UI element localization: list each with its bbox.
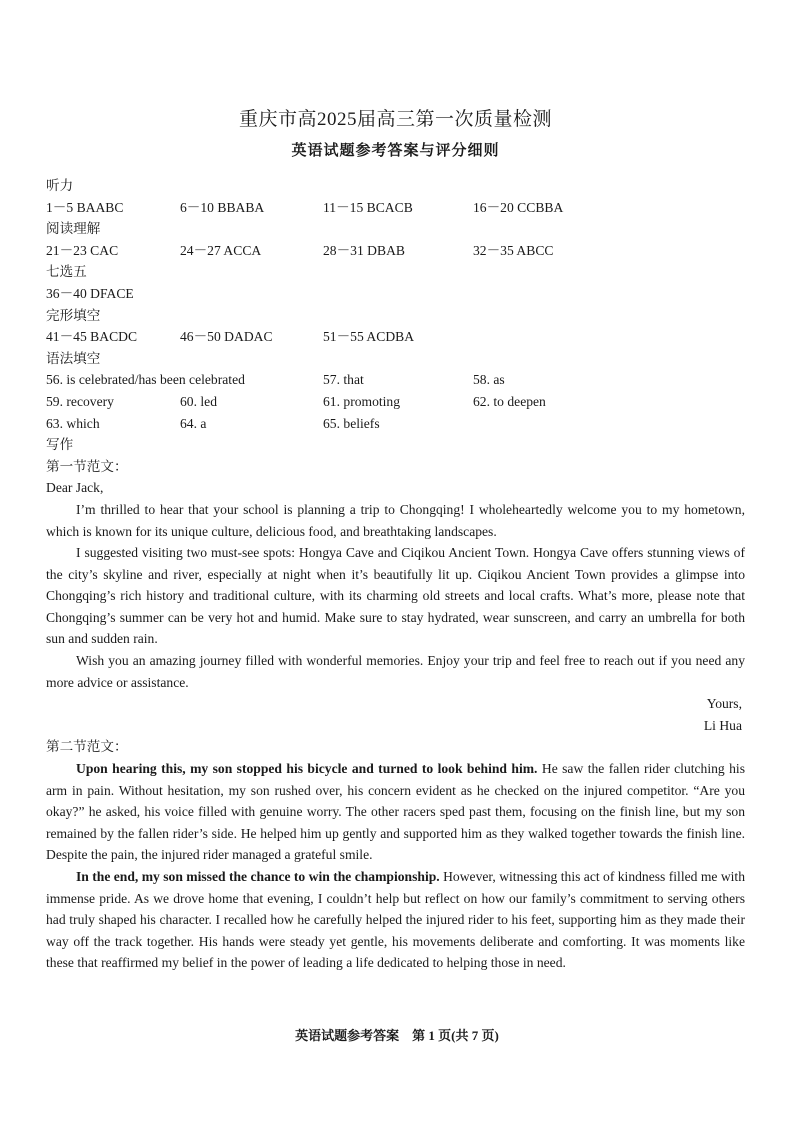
section-heading-reading: 阅读理解 [46,221,101,237]
answer-row-grammar [46,369,745,391]
section-heading-listening: 听力 [46,178,74,193]
answer-item: 57. that [323,372,364,388]
paragraph-lead-sentence: In the end, my son missed the chance to win the championship. [76,869,440,884]
answer-group: 21－23 CAC [46,242,119,258]
answer-group: 46－50 DADAC [180,329,273,345]
answer-item: 60. led [180,393,217,409]
answer-row-grammar [46,413,745,435]
answer-group: 36－40 DFACE [46,285,134,301]
answer-item: 58. as [473,372,505,388]
answer-item: 56. is celebrated/has been celebrated [46,372,245,388]
answer-group: 24－27 ACCA [180,242,262,258]
answer-item: 62. to deepen [473,393,546,409]
answer-group: 32－35 ABCC [473,242,554,258]
page-subtitle: 英语试题参考答案与评分细则 [291,143,500,159]
answer-row-seven-choose-five [46,283,745,305]
section-heading-writing: 写作 [46,437,74,453]
letter-paragraph: I suggested visiting two must-see spots: Hongya Cave and Ciqikou Ancient Town. Hongya Cave offers stunning views of the city’s skyline and river, especially at night when it’s beautifully lit up. Ciqikou Ancient Town provides a glimpse into Chongqing’s rich history and traditional culture, with its charming old streets and local crafts. What’s more, please note that Chongqing’s summer can be very hot and humid. Make sure to stay hydrated, wear sunscreen, and carry an umbrella for both sun and sudden rain. [46,545,745,647]
page-footer: 英语试题参考答案 第 1 页(共 7 页) [295,1028,499,1043]
answer-row-reading [46,240,745,262]
paragraph-body: However, witnessing this act of kindness filled me with immense pride. As we drove home that evening, I couldn’t help but reflect on how our family’s commitment to serving others had truly shaped his character. I recalled how he carefully helped the injured rider to his feet, supporting him as they made their way off the track together. His hands were steady yet gentle, his movements deliberate and comforting. It was moments like these that reaffirmed my belief in the power of leading a life dedicated to helping those in need. [46,869,746,971]
continuation-paragraph [46,758,745,866]
section-heading-seven-choose-five: 七选五 [46,264,87,280]
answer-content [46,175,745,974]
answer-group: 41－45 BACDC [46,329,138,345]
letter-signature: Li Hua [703,717,742,733]
answer-group: 51－55 ACDBA [323,329,415,345]
paragraph-body: He saw the fallen rider clutching his arm in pain. Without hesitation, my son rushed over, his concern evident as he checked on the injured competitor. “Are you okay?” he asked, his voice filled with genuine worry. The other racers sped past them, focusing on the finish line, but my son remained by the fallen rider’s side. He helped him up gently and supported him as they walked together towards the finish line. Despite the pain, the injured rider managed a grateful smile. [46,761,745,863]
answer-group: 11－15 BCACB [323,199,413,215]
answer-group: 16－20 CCBBA [473,199,564,215]
answer-item: 59. recovery [46,393,114,409]
answer-group: 1－5 BAABC [46,199,124,215]
letter-closing: Yours, [706,696,742,712]
answer-row-listening [46,197,745,219]
answer-row-cloze [46,326,745,348]
answer-item: 63. which [46,415,100,431]
answer-group: 28－31 DBAB [323,242,405,258]
answer-row-grammar [46,391,745,413]
answer-item: 61. promoting [323,393,401,409]
answer-item: 65. beliefs [323,415,380,431]
letter-paragraph: Wish you an amazing journey filled with wonderful memories. Enjoy your trip and feel free to reach out if you need any more advice or assistance. [46,653,745,690]
writing-section2-heading: 第二节范文： [46,739,128,755]
writing-section1-heading: 第一节范文： [46,458,128,474]
answer-group: 6－10 BBABA [180,199,265,215]
paragraph-lead-sentence: Upon hearing this, my son stopped his bicycle and turned to look behind him. [76,761,538,777]
letter-paragraph: I’m thrilled to hear that your school is planning a trip to Chongqing! I wholeheartedly welcome you to my hometown, which is known for its unique culture, delicious food, and breathtaking landscapes. [46,501,745,539]
continuation-paragraph [46,866,745,974]
answer-item: 64. a [180,415,207,431]
section-heading-cloze: 完形填空 [46,307,101,323]
letter-salutation: Dear Jack, [46,480,104,496]
section-heading-grammar: 语法填空 [46,350,101,366]
page-title: 重庆市高2025届高三第一次质量检测 [238,109,552,130]
